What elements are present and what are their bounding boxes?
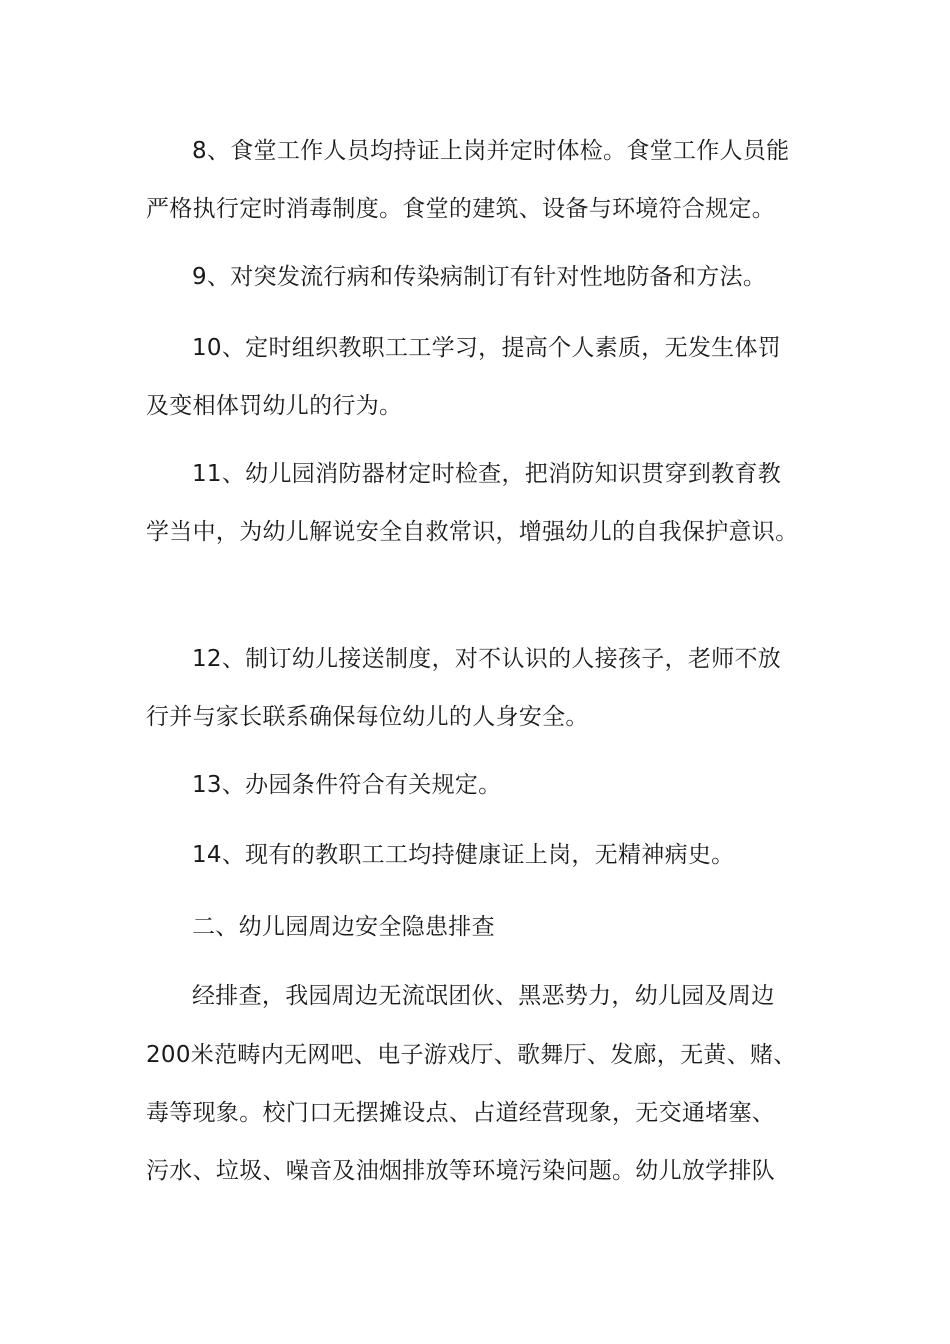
paragraph-14-line-1: 14、现有的教职工工均持健康证上岗，无精神病史。 <box>192 842 735 868</box>
section-paragraph-line-3: 毒等现象。校门口无摆摊设点、占道经营现象，无交通堵塞、 <box>146 1100 776 1126</box>
section-paragraph-line-2: 200米范畴内无网吧、电子游戏厅、歌舞厅、发廊，无黄、赌、 <box>146 1042 797 1068</box>
paragraph-11-line-2: 学当中，为幼儿解说安全自救常识，增强幼儿的自我保护意识。 <box>146 519 799 545</box>
paragraph-10-line-1: 10、定时组织教职工工学习，提高个人素质，无发生体罚 <box>192 335 782 361</box>
paragraph-12-line-1: 12、制订幼儿接送制度，对不认识的人接孩子，老师不放 <box>192 646 782 672</box>
paragraph-8-line-2: 严格执行定时消毒制度。食堂的建筑、设备与环境符合规定。 <box>146 196 776 222</box>
paragraph-12-line-2: 行并与家长联系确保每位幼儿的人身安全。 <box>146 704 589 730</box>
section-heading: 二、幼儿园周边安全隐患排查 <box>192 914 495 940</box>
section-paragraph-line-4: 污水、垃圾、噪音及油烟排放等环境污染问题。幼儿放学排队 <box>146 1158 776 1184</box>
paragraph-8-line-1: 8、食堂工作人员均持证上岗并定时体检。食堂工作人员能 <box>192 138 790 164</box>
section-paragraph-line-1: 经排查，我园周边无流氓团伙、黑恶势力，幼儿园及周边 <box>192 983 775 1009</box>
paragraph-11-line-1: 11、幼儿园消防器材定时检查，把消防知识贯穿到教育教 <box>192 461 782 487</box>
paragraph-10-line-2: 及变相体罚幼儿的行为。 <box>146 393 403 419</box>
paragraph-13-line-1: 13、办园条件符合有关规定。 <box>192 772 502 798</box>
paragraph-9-line-1: 9、对突发流行病和传染病制订有针对性地防备和方法。 <box>192 264 767 290</box>
